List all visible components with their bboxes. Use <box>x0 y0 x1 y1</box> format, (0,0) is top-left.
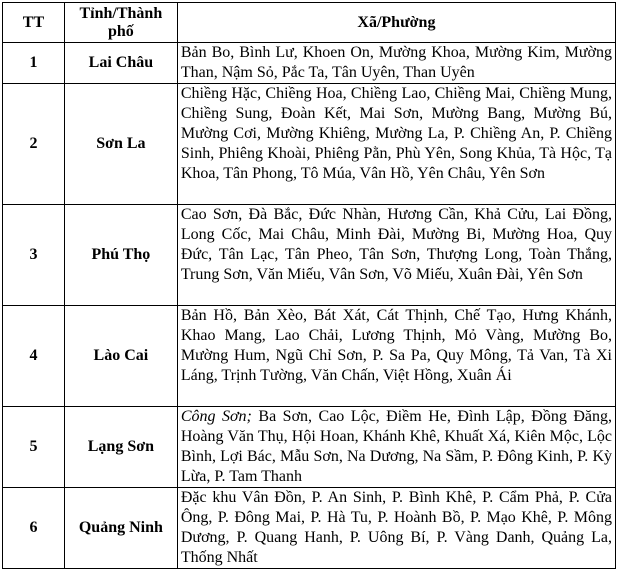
province-name: Lạng Sơn <box>64 407 177 488</box>
header-wards: Xã/Phường <box>177 3 615 43</box>
row-number: 2 <box>3 84 65 205</box>
province-name: Lào Cai <box>64 306 177 407</box>
table-row <box>3 43 616 84</box>
ward-list-table <box>2 2 616 569</box>
table-row <box>3 306 616 407</box>
ward-list: Chiềng Hặc, Chiềng Hoa, Chiềng Lao, Chiềng Mai, Chiềng Mung, Chiềng Sung, Đoàn Kết, Mai Sơn, Mường Bang, Mường Bú, Mường Cơi, Mường Khiêng, Mường La, P. Chiềng An, P. Chiềng Sinh, Phiêng Khoài, Phiêng Pằn, Phù Yên, Song Khủa, Tà Hộc, Tạ Khoa, Tân Phong, Tô Múa, Vân Hồ, Yên Châu, Yên Sơn <box>177 84 615 205</box>
table-row <box>3 205 616 306</box>
row-number: 6 <box>3 488 65 569</box>
ward-list: Bản Hồ, Bản Xèo, Bát Xát, Cát Thịnh, Chế Tạo, Hưng Khánh, Khao Mang, Lao Chải, Lương Thịnh, Mỏ Vàng, Mường Bo, Mường Hum, Ngũ Chỉ Sơn, P. Sa Pa, Quy Mông, Tả Van, Tà Xi Láng, Trịnh Tường, Văn Chấn, Việt Hồng, Xuân Ái <box>177 306 615 407</box>
row-number: 4 <box>3 306 65 407</box>
row-number: 3 <box>3 205 65 306</box>
table-header-row <box>3 3 616 43</box>
ward-list-rest: Ba Sơn, Cao Lộc, Điềm He, Đình Lập, Đồng Đăng, Hoàng Văn Thụ, Hội Hoan, Khánh Khê, Khuất Xá, Kiên Mộc, Lộc Bình, Lợi Bác, Mẫu Sơn, Na Dương, Na Sầm, P. Đông Kinh, P. Kỳ Lừa, P. Tam Thanh <box>180 408 612 485</box>
province-name: Sơn La <box>64 84 177 205</box>
row-number: 5 <box>3 407 65 488</box>
ward-list: Cao Sơn, Đà Bắc, Đức Nhàn, Hương Cần, Khả Cửu, Lai Đồng, Long Cốc, Mai Châu, Minh Đài, Mường Bi, Mường Hoa, Quy Đức, Tân Lạc, Tân Pheo, Tân Sơn, Thượng Long, Toàn Thắng, Trung Sơn, Văn Miếu, Vân Sơn, Võ Miếu, Xuân Đài, Yên Sơn <box>177 205 615 306</box>
ward-list <box>177 407 615 488</box>
table-row <box>3 488 616 569</box>
ward-list: Đặc khu Vân Đồn, P. An Sinh, P. Bình Khê, P. Cẩm Phả, P. Cửa Ông, P. Đông Mai, P. Hà Tu, P. Hoành Bồ, P. Mạo Khê, P. Mông Dương, P. Quang Hanh, P. Uông Bí, P. Vàng Danh, Quảng La, Thống Nhất <box>177 488 615 569</box>
header-province: Tỉnh/Thành phố <box>64 3 177 43</box>
table-row <box>3 407 616 488</box>
province-name: Quảng Ninh <box>64 488 177 569</box>
province-name: Phú Thọ <box>64 205 177 306</box>
row-number: 1 <box>3 43 65 84</box>
ward-list: Bản Bo, Bình Lư, Khoen On, Mường Khoa, Mường Kim, Mường Than, Nậm Sỏ, Pắc Ta, Tân Uyên, Than Uyên <box>177 43 615 84</box>
province-name: Lai Châu <box>64 43 177 84</box>
table-row <box>3 84 616 205</box>
ward-list-italic-prefix: Công Sơn; <box>180 408 252 425</box>
header-tt: TT <box>3 3 65 43</box>
